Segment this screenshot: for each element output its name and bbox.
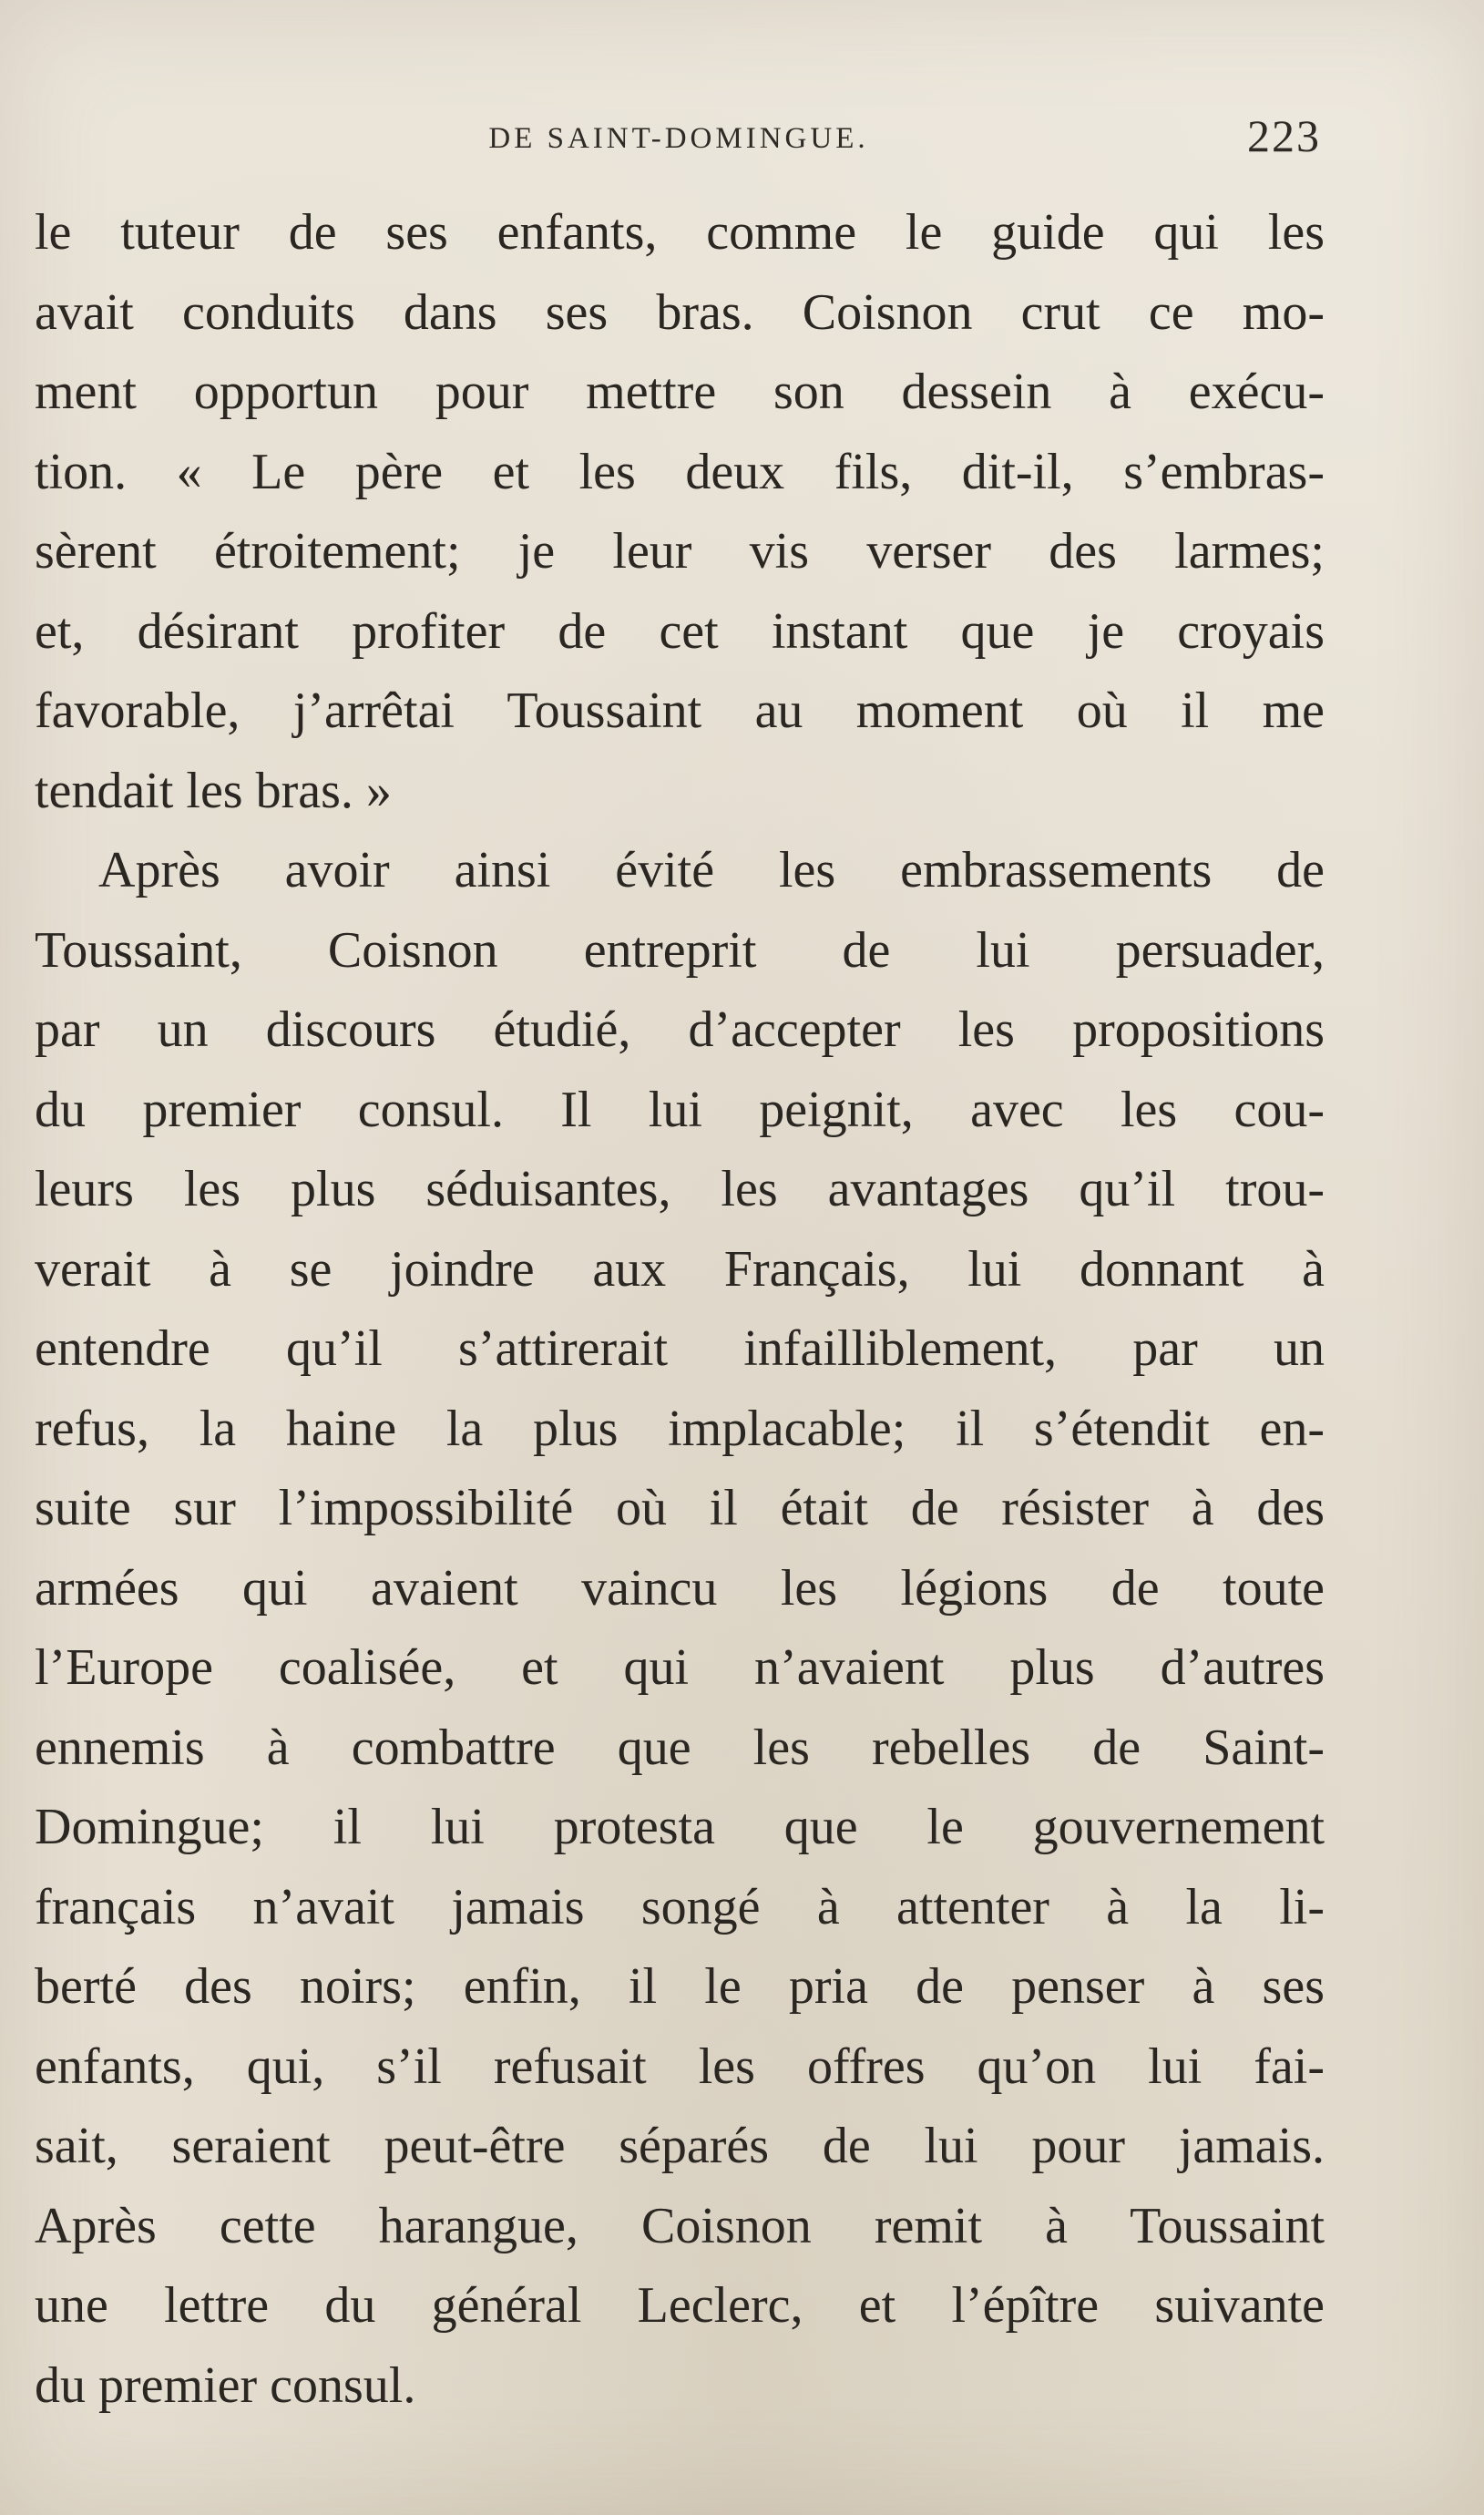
text-line: Après cette harangue, Coisnon remit à Toussaint	[35, 2197, 1325, 2254]
text-line: Toussaint, Coisnon entreprit de lui persuader,	[35, 921, 1325, 979]
text-line: enfants, qui, s’il refusait les offres qu’on lui fai-	[35, 2038, 1325, 2095]
text-line: français n’avait jamais songé à attenter à la li-	[35, 1878, 1325, 1935]
text-line: tendait les bras. »	[35, 762, 392, 819]
text-line: et, désirant profiter de cet instant que je croyais	[35, 602, 1325, 660]
text-line: sèrent étroitement; je leur vis verser des larmes;	[35, 523, 1325, 580]
text-line: armées qui avaient vaincu les légions de toute	[35, 1559, 1325, 1617]
text-line: une lettre du général Leclerc, et l’épître suivante	[35, 2277, 1325, 2334]
page-header	[36, 109, 1321, 164]
text-line: l’Europe coalisée, et qui n’avaient plus d’autres	[35, 1639, 1325, 1696]
text-line: ment opportun pour mettre son dessein à exécu-	[35, 364, 1325, 420]
text-line: du premier consul. Il lui peignit, avec les cou-	[35, 1081, 1325, 1138]
text-line: du premier consul.	[35, 2356, 416, 2414]
running-title: DE SAINT-DOMINGUE.	[488, 122, 869, 155]
page-number: 223	[1247, 110, 1321, 161]
text-line: par un discours étudié, d’accepter les propositions	[35, 1001, 1325, 1058]
text-line: favorable, j’arrêtai Toussaint au moment où il me	[35, 683, 1325, 739]
text-line: berté des noirs; enfin, il le pria de penser à ses	[35, 1958, 1325, 2015]
body-text	[35, 193, 1325, 2426]
text-line: entendre qu’il s’attirerait infailliblement, par un	[35, 1320, 1325, 1377]
text-line: suite sur l’impossibilité où il était de résister à des	[35, 1480, 1325, 1536]
text-line: verait à se joindre aux Français, lui donnant à	[35, 1240, 1325, 1298]
text-line: ennemis à combattre que les rebelles de Saint-	[35, 1719, 1325, 1776]
text-line: leurs les plus séduisantes, les avantages qu’il trou-	[35, 1161, 1325, 1217]
text-line: refus, la haine la plus implacable; il s’étendit en-	[35, 1400, 1325, 1457]
text-line: Domingue; il lui protesta que le gouvernement	[35, 1799, 1325, 1855]
text-line: avait conduits dans ses bras. Coisnon crut ce mo-	[35, 283, 1325, 341]
text-line: le tuteur de ses enfants, comme le guide qui les	[35, 204, 1325, 261]
text-line: sait, seraient peut-être séparés de lui pour jamais.	[35, 2118, 1325, 2174]
text-line: Après avoir ainsi évité les embrassements de	[98, 842, 1325, 898]
text-line: tion. « Le père et les deux fils, dit-il, s’embras-	[35, 443, 1325, 500]
